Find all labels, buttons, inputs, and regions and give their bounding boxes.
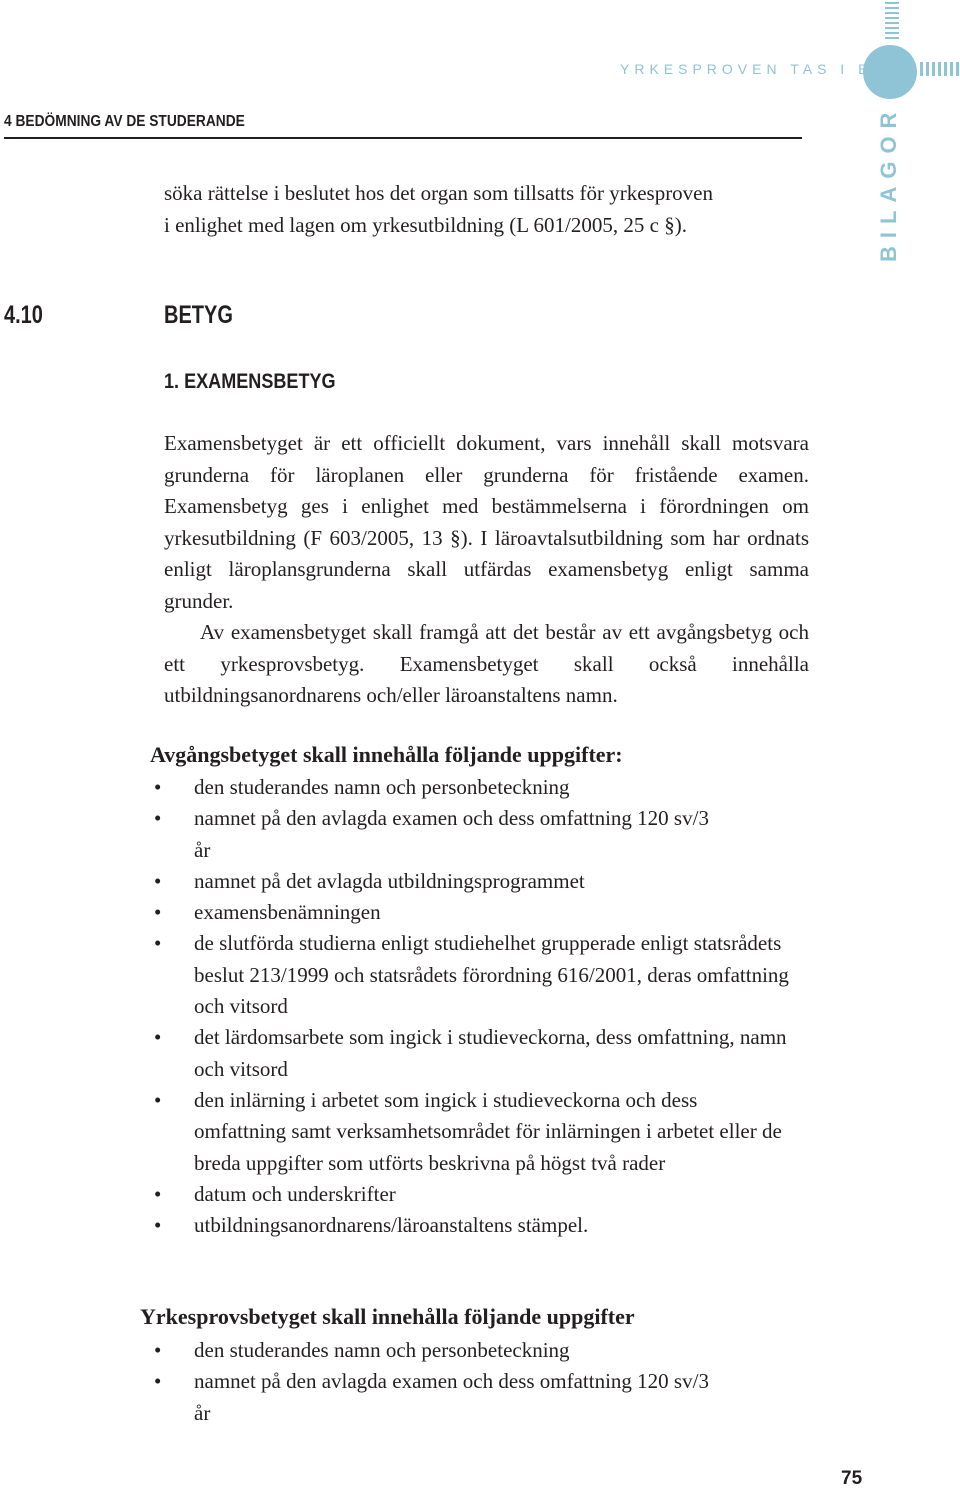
list-item: • examensbenämningen — [150, 897, 810, 928]
decorative-stripes-right — [920, 62, 960, 76]
list-item: • namnet på den avlagda examen och dess omfattning 120 sv/3 år — [150, 803, 810, 866]
list-item: • det lärdomsarbete som ingick i studieveckorna, dess omfattning, namn och vitsord — [150, 1022, 810, 1085]
series-label: YRKESPROVEN TAS I BRUK — [620, 61, 917, 77]
list-item: • de slutförda studierna enligt studiehelhet grupperade enligt statsrådets beslut 213/1999 och statsrådets förordning 616/2001, deras omfattning och vitsord — [150, 928, 810, 1022]
intro-line: i enlighet med lagen om yrkesutbildning (L 601/2005, 25 c §). — [164, 212, 687, 237]
intro-text — [164, 178, 809, 241]
list-item: • utbildningsanordnarens/läroanstaltens stämpel. — [150, 1210, 810, 1241]
body-paragraphs — [164, 428, 809, 712]
list-heading: Yrkesprovsbetyget skall innehålla följande uppgifter — [140, 1304, 635, 1329]
list-heading: Avgångsbetyget skall innehålla följande uppgifter: — [150, 742, 623, 767]
list-item: • den inlärning i arbetet som ingick i studieveckorna och dess omfattning samt verksamhetsområdet för inlärningen i arbetet eller de breda uppgifter som utförts beskrivna på högst två rader — [150, 1085, 810, 1179]
intro-line: söka rättelse i beslutet hos det organ som tillsatts för yrkesproven — [164, 181, 714, 205]
heading-number: 4.10 — [4, 301, 43, 329]
header-rule — [4, 137, 802, 139]
side-tab-label: BILAGOR — [876, 104, 901, 262]
section-header: 4 BEDÖMNING AV DE STUDERANDE — [4, 113, 245, 130]
subheading: 1. EXAMENSBETYG — [164, 370, 336, 393]
list-item: • den studerandes namn och personbeteckning — [150, 772, 810, 803]
list-item: • den studerandes namn och personbeteckning — [150, 1335, 810, 1366]
paragraph: Av examensbetyget skall framgå att det består av ett avgångsbetyg och ett yrkesprovsbetyg. Examensbetyget skall också innehålla utbildningsanordnarens och/eller läroanstaltens namn. — [164, 620, 809, 707]
list-item: • namnet på den avlagda examen och dess omfattning 120 sv/3 år — [150, 1366, 810, 1429]
decorative-stripes-top — [885, 2, 899, 42]
paragraph: Examensbetyget är ett officiellt dokument, vars innehåll skall motsvara grunderna för läroplanen eller grunderna för fristående examen. Examensbetyg ges i enlighet med bestämmelserna i förordningen om yrkesutbildning (F 603/2005, 13 §). I läroavtalsutbildning som har ordnats enligt läroplansgrunderna skall utfärdas examensbetyg enligt samma grunder. — [164, 431, 809, 613]
bullet-list — [150, 1335, 810, 1429]
heading-title: BETYG — [164, 301, 233, 329]
bullet-list — [150, 772, 810, 1241]
list-item: • datum och underskrifter — [150, 1179, 810, 1210]
page-number: 75 — [841, 1468, 863, 1488]
list-item: • namnet på det avlagda utbildningsprogrammet — [150, 866, 810, 897]
